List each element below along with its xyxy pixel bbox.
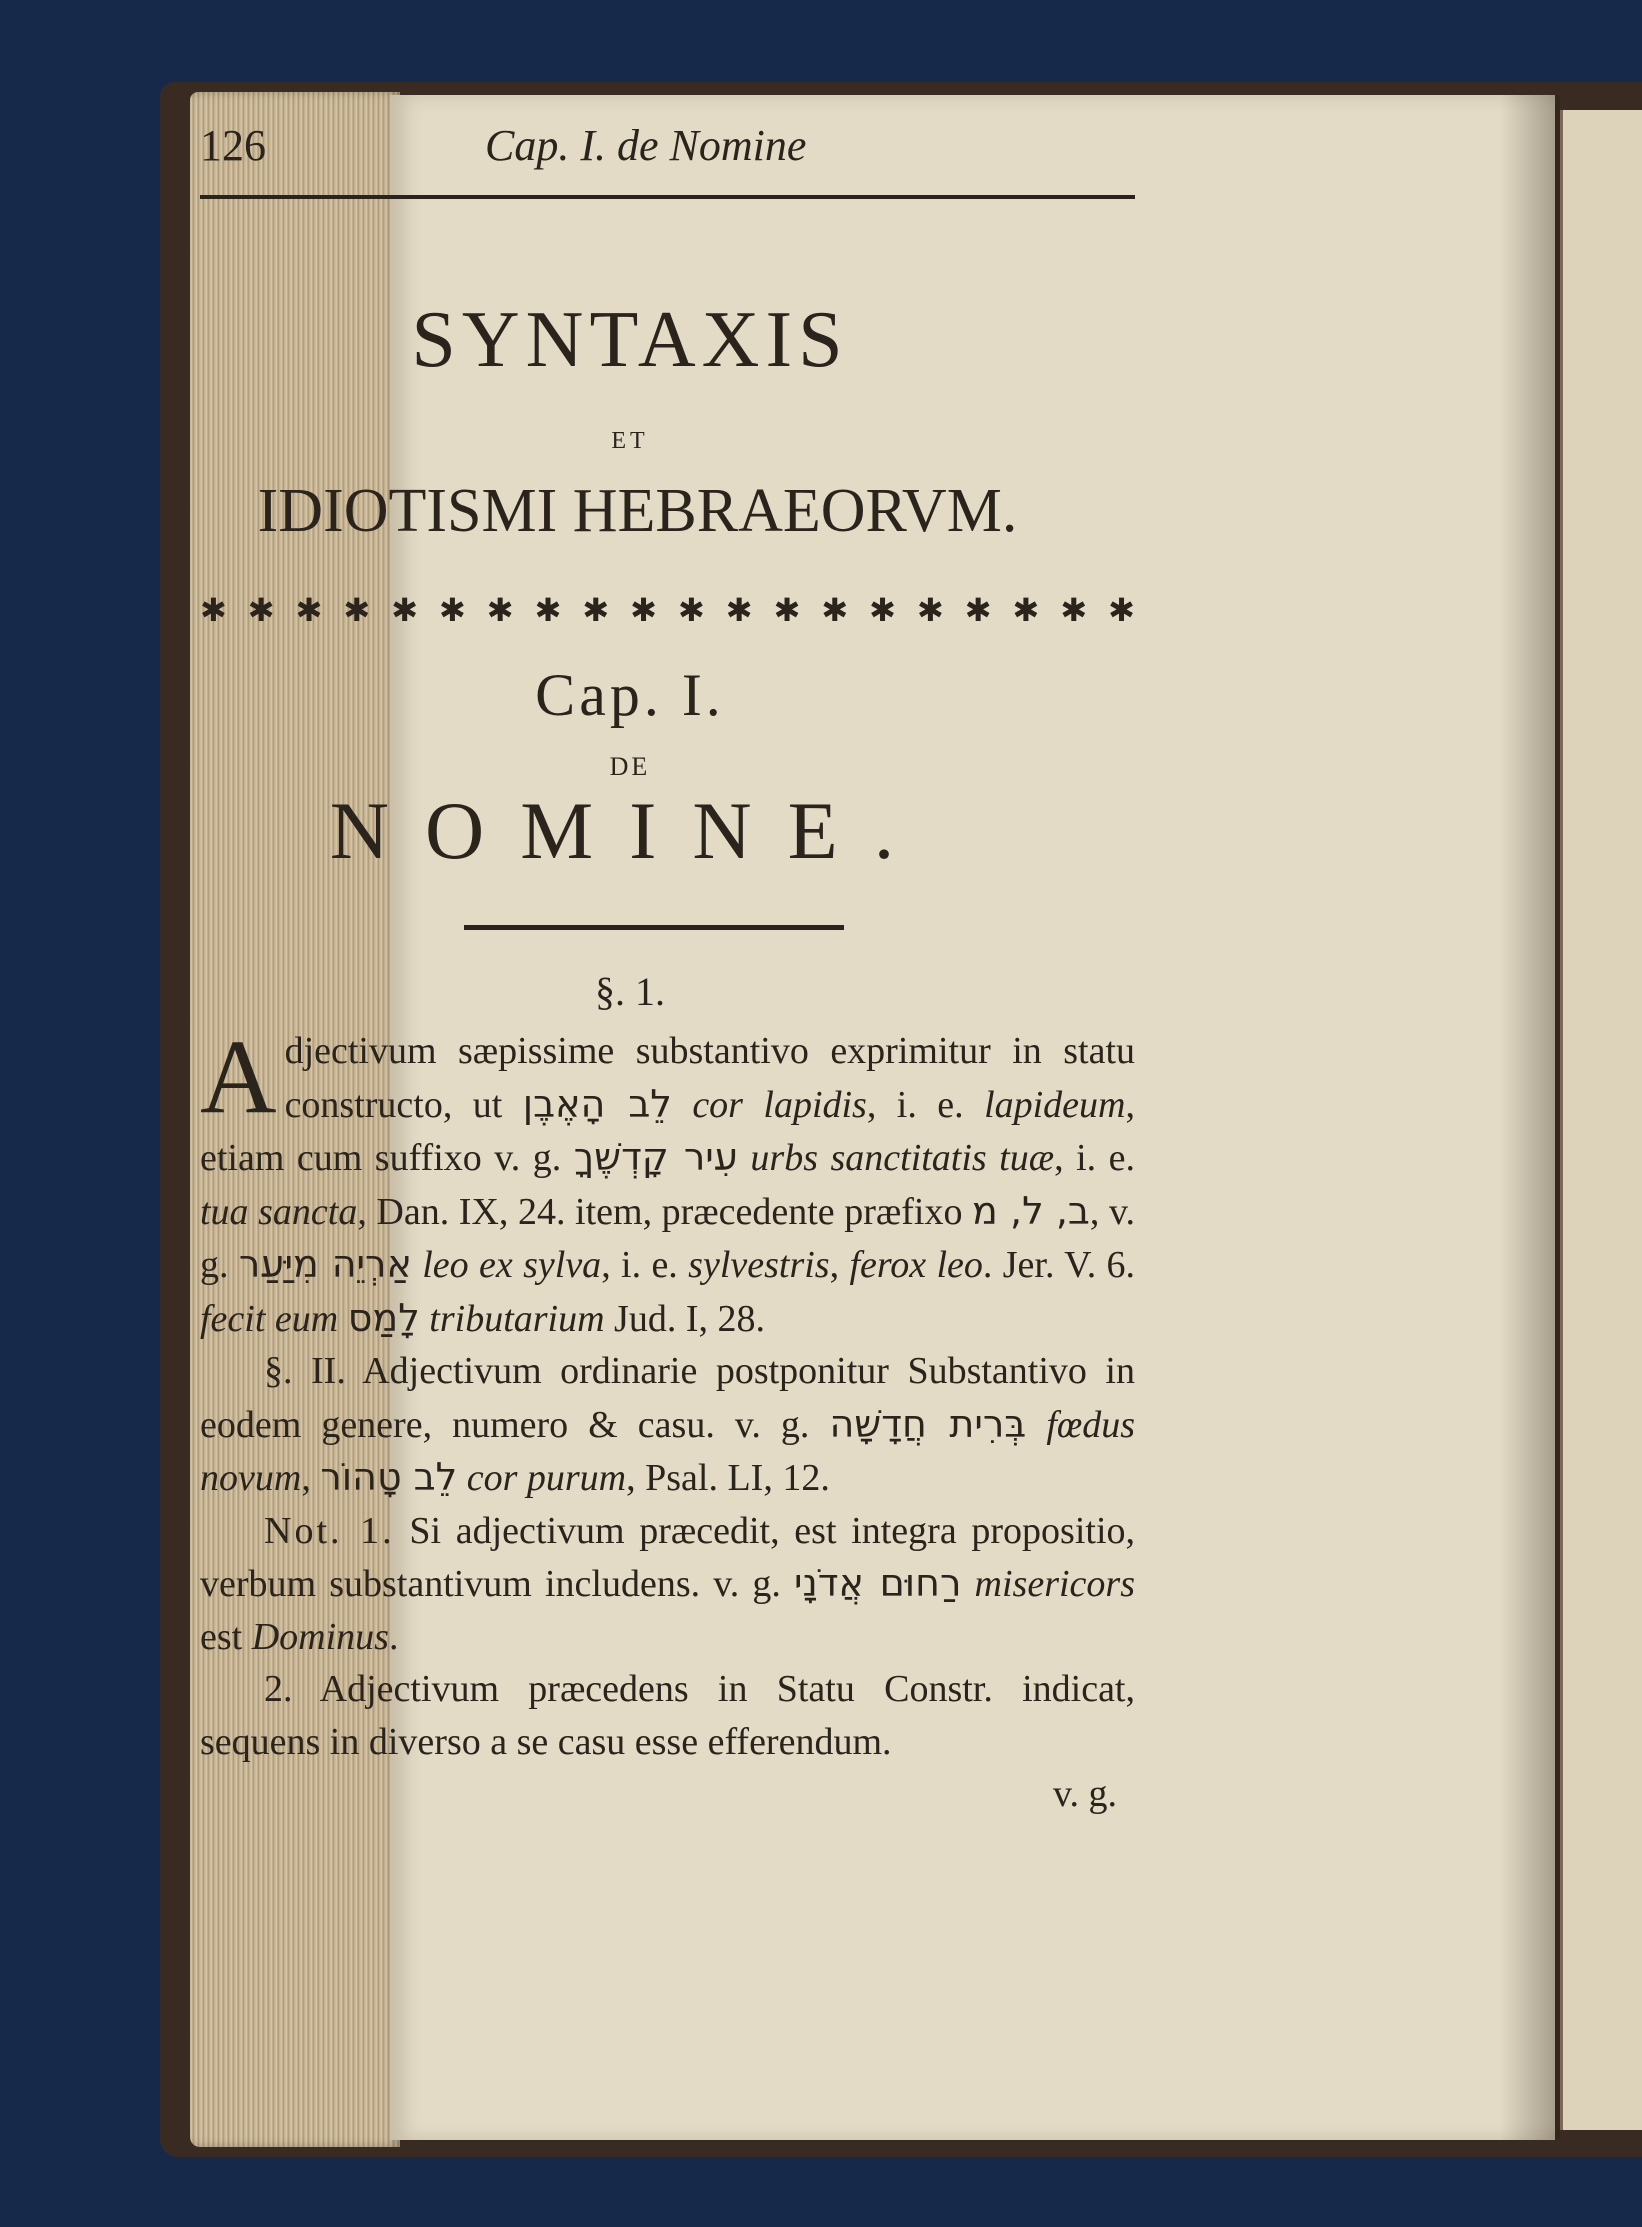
hebrew-prefixes: ב, ל, מ <box>972 1188 1090 1233</box>
ornament-star-icon: ✱ <box>486 592 514 628</box>
title-et: ET <box>611 428 649 454</box>
italic-text: tributarium <box>429 1297 605 1340</box>
text-run: est <box>200 1615 252 1658</box>
text-run: , i. e. <box>601 1244 689 1286</box>
ornament-row <box>200 585 1135 635</box>
italic-text: misericors <box>974 1563 1135 1605</box>
italic-text: Dominus <box>251 1615 389 1658</box>
ornament-star-icon: ✱ <box>1108 592 1135 628</box>
text-run: 2. Adjectivum præcedens in Statu Constr. indicat, sequens in diverso a se casu esse efferendum. <box>200 1668 1135 1763</box>
italic-text: fœdus novum <box>200 1403 1136 1499</box>
text-run: , v. g. <box>200 1190 1135 1286</box>
ornament-star-icon: ✱ <box>200 592 227 628</box>
hebrew-word: לָמַס <box>347 1295 420 1340</box>
text-run: §. II. Adjectivum ordinarie postponitur Substantivo in eodem genere, numero & casu. v. g. <box>200 1350 1135 1446</box>
ornament-star-icon: ✱ <box>438 592 466 628</box>
chapter-heading: Cap. I. <box>535 662 725 728</box>
italic-text: fecit eum <box>200 1297 339 1340</box>
ornament-star-icon: ✱ <box>247 592 275 628</box>
text-run <box>420 1298 430 1340</box>
title-idiotismi: IDIOTISMI HEBRAEORVM. <box>257 477 1018 545</box>
text-run <box>672 1084 692 1126</box>
text-run: , Dan. IX, 24. item, præcedente præfixo <box>357 1190 973 1233</box>
italic-text: leo ex sylva <box>422 1244 602 1286</box>
paragraph-4 <box>200 1663 1135 1768</box>
italic-text: urbs sanctitatis tuæ <box>750 1137 1055 1179</box>
italic-text: cor lapidis <box>692 1083 867 1126</box>
ornament-star-icon: ✱ <box>391 592 418 628</box>
ornament-star-icon: ✱ <box>534 592 562 628</box>
italic-text: tua sancta <box>200 1190 358 1233</box>
chapter-rule <box>464 925 844 930</box>
ornament-star-icon: ✱ <box>869 592 896 628</box>
paragraph-2 <box>200 1345 1135 1505</box>
drop-cap: A <box>200 1018 277 1135</box>
body-text <box>200 1018 1136 1821</box>
ornament-star-icon: ✱ <box>1060 592 1088 628</box>
text-run <box>1026 1404 1046 1446</box>
text-run <box>338 1298 348 1340</box>
text-run: Si adjectivum præcedit, est integra propositio, verbum substantivum includens. v. g. <box>200 1509 1135 1605</box>
text-run <box>457 1457 467 1499</box>
title-syntaxis: SYNTAXIS <box>411 296 849 384</box>
text-run: , <box>829 1244 850 1286</box>
catchword: v. g. <box>1052 1773 1117 1815</box>
text-run <box>738 1137 750 1179</box>
text-run: , i. e. <box>866 1083 985 1126</box>
text-run: , i. e. <box>1054 1137 1135 1179</box>
paragraph-1 <box>200 1018 1136 1345</box>
italic-text: cor purum <box>466 1457 627 1499</box>
hebrew-word: רַחוּם אֲדֹנָי <box>794 1561 962 1605</box>
section-mark: §. 1. <box>595 969 665 1014</box>
text-run: Jud. I, 28. <box>604 1297 765 1340</box>
note-label: Not. 1. <box>264 1509 395 1552</box>
hebrew-word: אַרְיֵה מִיַּעַר <box>238 1242 412 1286</box>
ornament-star-icon: ✱ <box>725 592 753 628</box>
text-run: djectivum sæpissime substantivo exprimitur in statu constructo, ut <box>284 1030 1135 1126</box>
italic-text: lapideum <box>984 1083 1126 1126</box>
header-rule <box>200 195 1135 199</box>
running-title: Cap. I. de Nomine <box>485 121 807 170</box>
chapter-de: DE <box>609 752 651 781</box>
hebrew-word: לֵב הָאֶבֶן <box>522 1081 672 1126</box>
italic-text: sylvestris <box>688 1244 830 1286</box>
text-run: , Psal. LI, 12. <box>626 1457 830 1499</box>
hebrew-word: עִיר קָדְשֶׁךָ <box>573 1135 738 1179</box>
ornament-star-icon: ✱ <box>1012 592 1040 628</box>
text-run: . Jer. V. 6. <box>982 1244 1136 1286</box>
facing-page-edge <box>1560 110 1642 2130</box>
ornament-star-icon: ✱ <box>582 592 610 628</box>
ornament-star-icon: ✱ <box>773 592 801 628</box>
paragraph-3 <box>200 1505 1135 1664</box>
ornament-star-icon: ✱ <box>677 592 705 628</box>
ornament-star-icon: ✱ <box>821 592 849 628</box>
ornament-star-icon: ✱ <box>343 592 371 628</box>
text-run: , etiam cum suffixo v. g. <box>200 1083 1135 1179</box>
gutter-shadow <box>1500 95 1560 2140</box>
chapter-nomine: NOMINE. <box>329 785 931 876</box>
ornament-star-icon: ✱ <box>630 592 657 628</box>
hebrew-word: בְּרִית חֲדָשָׁה <box>829 1401 1027 1446</box>
text-run: , <box>301 1457 321 1499</box>
italic-text: ferox leo <box>849 1244 983 1286</box>
text-run <box>961 1563 974 1605</box>
page-number: 126 <box>200 121 266 170</box>
ornament-star-icon: ✱ <box>295 592 323 628</box>
hebrew-word: לֵב טָהוֹר <box>320 1455 458 1499</box>
running-head <box>200 120 1135 180</box>
text-run <box>412 1244 422 1286</box>
ornament-star-icon: ✱ <box>964 592 992 628</box>
text-run: . <box>388 1615 399 1658</box>
ornament-star-icon: ✱ <box>916 592 944 628</box>
